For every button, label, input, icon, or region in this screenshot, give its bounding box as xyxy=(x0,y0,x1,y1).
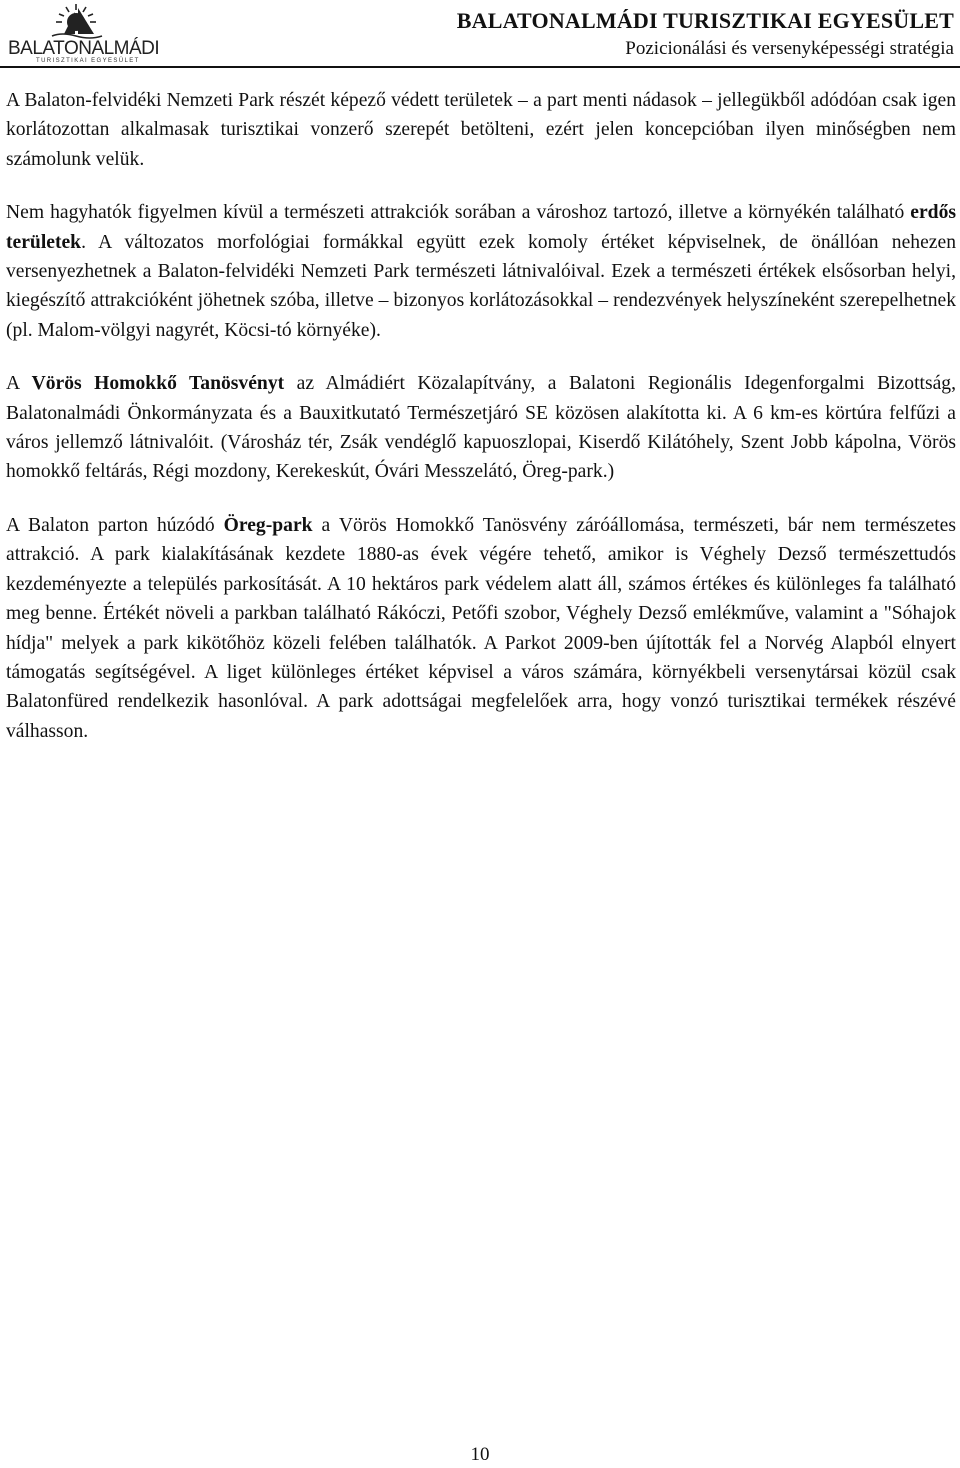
text-segment-bold: Vörös Homokkő Tanösvényt xyxy=(31,373,285,395)
paragraph-forest-areas xyxy=(6,198,956,345)
logo-subtext: TURISZTIKAI EGYESÜLET xyxy=(36,58,140,64)
text-segment: a Vörös Homokkő Tanösvény záróállomása, természeti, bár nem természetes attrakció. A park kialakításának kezdete 1880-as évek végére tehető, amikor is Véghely Dezső természettudós kezdeményezte a település parkosítását. A 10 hektáros park védelem alatt áll, számos értékes és különleges fa található meg benne. Értékét növeli a parkban található Rákóczi, Petőfi szobor, Véghely Dezső emlékműve, valamint a "Sóhajok hídja" melyek a park kikötőhöz közeli felében találhatók. A Parkot 2009-ben újították fel a Norvég Alapból elnyert támogatás segítségével. A liget különleges értéket képvisel a város számára, környékbeli versenytársai közül csak Balatonfüred rendelkezik hasonlóval. A park adottságai megfelelőek arra, hogy vonzó turisztikai termékek részévé válhasson. xyxy=(6,514,956,742)
document-body xyxy=(6,86,956,770)
text-segment-bold: Öreg-park xyxy=(223,514,313,536)
text-segment: Nem hagyhatók figyelmen kívül a természeti attrakciók sorában a városhoz tartozó, illetve a környékén található xyxy=(6,202,911,224)
text-segment: az Almádiért Közalapítvány, a Balatoni Regionális Idegenforgalmi Bizottság, Balatonalmádi Önkormányzata és a Bauxitkutató Természetjáró SE közösen alakította ki. A 6 km-es körtúra felfűzi a város jellemző látnivalóit. (Városház tér, Zsák vendéglő kapuoszlopai, Kiserdő Kilátóhely, Szent Jobb kápolna, Vörös homokkő feltárás, Régi mozdony, Kerekeskút, Óvári Messzelátó, Öreg-park.) xyxy=(6,373,956,483)
paragraph-oreg-park xyxy=(6,511,956,746)
document-subtitle: Pozicionálási és versenyképességi stratégia xyxy=(625,38,954,59)
text-segment: A Balaton parton húzódó xyxy=(6,514,224,536)
page-header xyxy=(0,0,960,72)
sun-sail-icon xyxy=(4,0,154,40)
logo-wordmark: BALATONALMÁDI xyxy=(8,38,160,59)
paragraph-nature-trail xyxy=(6,369,956,487)
page-number: 10 xyxy=(470,1444,490,1465)
text-segment-bold: erdős területek xyxy=(6,202,956,253)
organization-title: BALATONALMÁDI TURISZTIKAI EGYESÜLET xyxy=(456,8,954,33)
header-divider xyxy=(0,66,960,68)
balatonalmadi-logo xyxy=(4,0,160,68)
paragraph-national-park xyxy=(6,86,956,174)
text-segment: . A változatos morfológiai formákkal együtt ezek komoly értéket képviselnek, de önállóan nehezen versenyezhetnek a Balaton-felvidéki Nemzeti Park természeti látnivalóival. Ezek a természeti értékek elsősorban helyi, kiegészítő attrakcióként jöhetnek szóba, illetve – bizonyos korlátozásokkal – rendezvények helyszíneként szerepelhetnek (pl. Malom-völgyi nagyrét, Köcsi-tó környéke). xyxy=(6,231,956,341)
text-segment: A xyxy=(6,373,32,395)
text-segment: A Balaton-felvidéki Nemzeti Park részét képező védett területek – a part menti nádasok – jellegükből adódóan csak igen korlátozottan alkalmasak turisztikai vonzerő szerepét betölteni, ezért jelen koncepcióban ilyen minőségben nem számolunk velük. xyxy=(6,90,956,170)
